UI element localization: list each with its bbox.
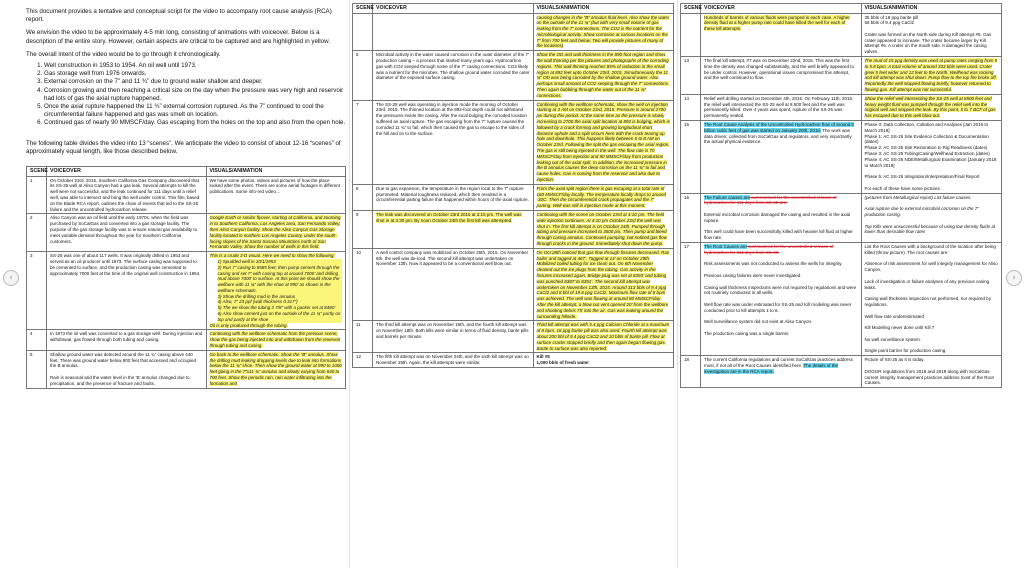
scene-number-cell [681, 242, 701, 355]
visuals-cell [861, 356, 1002, 388]
visuals-step: 4) Also, 7” 23 ppf (wall thickness 0.317”) [218, 299, 343, 305]
scene-number: 14 [684, 95, 690, 101]
voiceover-cell [47, 252, 207, 330]
visuals-text: List the Root Causes with a background of the location after being killed (throw picture). The root causes are: Absence of risk assessment for well integrity management for Aliso Canyon. Lack of investigation or failure analyses of any previous casing leaks. Casing wall thickness inspection not performed, nor required by regulations. Well flow-rate underestimated Kill Modeling never done until Kill 7 No well surveillance system. Single point barrier for production casing. [864, 243, 998, 354]
scene-number-cell [353, 184, 373, 210]
document-page-2 [352, 3, 674, 565]
visuals-cell [533, 211, 674, 249]
scene-column-header: SCENE [681, 4, 701, 14]
voiceover-cell [373, 248, 534, 321]
chronology-item: 5. Once the axial rupture happened the 11 ¾” external corrosion ruptured. As the 7” continued to cool the circumferential failure happened and gas was smelt on location. [44, 103, 346, 119]
voiceover-text: SS-25 was one of about 117 wells. It was originally drilled in 1953 and served as an oil producer until 1973. The surface casing was supposed to be cemented to surface, and the production casing was cemented to approximately 7000 feet at the time of the original well construction in 1954. [50, 253, 201, 276]
voiceover-text: The fifth kill attempt was on November 24th, and the sixth kill attempt was on November 25th. Again, the kill attempts were similar. [376, 354, 529, 366]
visuals-text: Google Earth or similar flyover, starting at California, and zooming in to Southern California, Los Angeles area, San Fernando Valley, then Aliso Canyon facility. Show the Aliso Canyon Gas Storage facility located in northern Los Angeles County, under the south-facing slopes of the Santa Susana Mountains north of San Fernando Valley. Show the number of wells in this field. [209, 215, 341, 250]
visuals-cell [206, 350, 346, 388]
scene-number: 1 [30, 177, 33, 183]
visuals-text: This is a crude 3-D visual. Here we need to show the following: [209, 253, 335, 259]
voiceover-text: On October 23rd, 2015, Southern California Gas Company discovered that its SS-25 well at Aliso Canyon had a gas leak. Several attempts to kill the well were not successful, and the leak continued for 111 days until a relief well, was able to intersect and bring the well under control. This film, based on the Blade RCA report, outlines the chain of events that led to the SS-25 failure and the uncontrolled hydrocarbon release. [50, 177, 200, 212]
visuals-cell [533, 321, 674, 353]
scene-number: 18 [684, 357, 690, 363]
voiceover-column-header: VOICEOVER [701, 4, 862, 14]
scene-number-cell [681, 57, 701, 95]
voiceover-cell [373, 353, 534, 368]
table-row [681, 94, 1002, 120]
scene-number: 6 [356, 52, 359, 58]
voiceover-cell [701, 242, 862, 355]
table-row [27, 176, 346, 214]
visuals-text: The mud of 15 ppg density was used at pump rates ranging from 5 to 5.8 bpm. A total volume of around 333 bbls were used. Crater grew 5 feet wider and 12 feet to the North. Wellhead was rocking and kill attempt was shut down. Pump flow to the top fire broke off. Reportedly the well stopped flowing briefly, however returned to flowing gas. Kill attempt was not successful. [864, 58, 998, 93]
scene-number-cell [353, 353, 373, 368]
visuals-cell [533, 248, 674, 321]
chronology-item: 2. Gas storage well from 1976 onwards. [44, 70, 346, 78]
visuals-cell [533, 51, 674, 100]
visuals-text: Show the OD and wall thickness in the 890-foot region and show the wall thinning per the pictures and photographs of the corroding regions. This wall thinning reaches 85% of reduction in the small region at 892 feet upto October 23rd, 2015. Simultaneously the 11 ¾” OD was being corroded by the shallow ground water. Also perhaps small amount of CO2 seeping through the 7” connections. Then again bubbling through the water out of the 11 ¾” connections. [536, 52, 670, 98]
voiceover-cell [701, 193, 862, 242]
voiceover-text: The third kill attempt was on November 15th, and the fourth kill attempt was on November 18th. Both kills were similar in terms of fluid density, barite pills and barrels per minute. [376, 322, 529, 339]
visuals-step: 3) Show the drilling mud in the annulus [218, 294, 343, 300]
visuals-step: 2) Run 7” casing to 8585 feet; then pump cement through the casing and set 7” with casing top at around 7000’ and drilling mud above 7000’ to surface. At this point we should show the wellbore with 11 ¾” with the shoe at 990’ as shown in the wellbore schematic. [218, 265, 343, 294]
voiceover-text: Risk assessments was not conducted to assess the wells for integrity. Previous casing failures were never investigated. Casing wall thickness inspections were not required by regulations and were not routinely conducted in all wells. Well flow rate was under estimated for SS-25 and Kill modeling was never conducted prior to kill attempts 1 to 6. Well surveillance system did not exist at Aliso Canyon. The production casing was a single barrier. [704, 261, 857, 336]
table-row [681, 356, 1002, 388]
visuals-step: 6) Also show cement just on the outside of the 11 ¾” partly on top and partly at the shoe [217, 311, 341, 322]
visuals-cell [533, 353, 674, 368]
table-row [353, 100, 674, 184]
voiceover-column-header: VOICEOVER [373, 4, 534, 14]
next-page-arrow-icon[interactable]: › [1006, 270, 1022, 286]
visuals-cell [861, 57, 1002, 95]
scene-number: 11 [356, 322, 361, 328]
scene-number-cell [27, 214, 47, 252]
voiceover-cell [47, 350, 207, 388]
voiceover-cell [373, 100, 534, 184]
visuals-cell [861, 242, 1002, 355]
visuals-column-header: VISUALS/ANIMATION [206, 167, 346, 177]
table-row [681, 121, 1002, 194]
voiceover-text: In 1973 the oil well was converted to a gas storage well. During injection and withdrawal, gas flowed through both tubing and casing. [50, 331, 203, 343]
voiceover-text: The work was data driven; collected from SoCalGas and regulators, and very importantly the actual physical evidence. [704, 127, 852, 145]
voiceover-text: Microbial activity in the water caused corrosion in the outer diameter of the 7” production casing – a process that started many years ago. Hydrocarbon gas with CO2 seeped through some of the 7” casing connections. CO2 likely was a nutrient for the microbes. The shallow ground water corroded the outer diameter of the exposed surface casing. [376, 52, 530, 81]
voiceover-text: The Root Causes are [704, 243, 747, 249]
scene-number: 8 [356, 185, 359, 191]
voiceover-cell [701, 94, 862, 120]
table-row [681, 57, 1002, 95]
scene-number-cell [681, 193, 701, 242]
voiceover-text: Aliso Canyon was an oil field until the early 1970s, when the field was purchased by SoCalGas and converted into a gas storage facility. The purpose of the gas storage facility was to ensure natural gas availability to meet variable demand throughout the year for Southern California customers. [50, 215, 198, 244]
intro-paragraph: The following table divides the video into 13 “scenes”. We anticipate the video to consist of about 12-16 “scenes” of approximately equal length, like those described below. [26, 139, 341, 155]
voiceover-text: The current California regulations and current SoCalGas practices address most, if not all of the Root Causes identified here. [704, 357, 853, 368]
chronology-list [26, 62, 346, 128]
visuals-text: Go back to the wellbore schematic. Show the “B” annulus. Show the drilling mud leaking dropping levels due to leak into formations below the 11 ¾” shoe. Then show the ground water at 990 to 1000 feet going in the 7”x11 ¾” annulus and slowly varying from 640 to 700 feet. Show the periodic rain, rain water infiltrating into the formation and [209, 351, 342, 386]
visuals-cell [533, 184, 674, 210]
voiceover-text: The final kill attempt, #7 was on December 22nd, 2015. This was the first time the density was changed substantially, and the well briefly appeared to be under control. However, operational issues compromised this attempt, and the well continued to flow. [704, 58, 855, 81]
voiceover-cell [373, 184, 534, 210]
scene-number-cell [353, 248, 373, 321]
visuals-text: Continuing with the wellbore schematic, show the well on injection starting at 3 AM on October 23rd, 2015. Pressure is around 2700 psi during this period. At the same time as the pressure is slowly increasing to 2700 the axial split location at 892 is bulging, which is followed by a crack forming and growing longitudinal short distance uphole and a split occurs here with the crack tearing up hole and downhole. This happens likely between 5 to 8 AM on October 23rd. Following the split the gas escaping the axial region. The gas is still being injected in the well. The flow rate is 70 MMSCF/day from injection and 90 MMSCF/day from production leaking out of the axial split. In addition, the increased pressure in the B annulus causes the deep corrosion on the 11 ¾” to fail and cause holes. Gas is coming from the reservoir and also due to injection. [536, 101, 670, 183]
scene-number: 2 [30, 215, 33, 221]
visuals-cell [206, 176, 346, 214]
intro-paragraph: The overall intent of the video would be to go through it chronologically. [26, 50, 221, 58]
scene-number: 4 [30, 331, 33, 337]
scene-number: 12 [356, 354, 362, 360]
table-row [27, 330, 346, 350]
voiceover-text: summarized for the uncontrolled release of hydrocarbon for 111 days from SS-25 are: [704, 194, 837, 206]
voiceover-text: summarized for the uncontrolled release of hydrocarbon for 111 days from SS-25. [704, 243, 834, 255]
visuals-cell [861, 13, 1002, 57]
script-table [352, 3, 674, 368]
table-row [681, 13, 1002, 57]
voiceover-cell [47, 330, 207, 350]
voiceover-cell [47, 214, 207, 252]
visuals-text: We have some photos, videos and pictures of how the place looked after the event. There are some aerial footages in different publications. Some info-red video… [209, 177, 340, 195]
visuals-text: (pictures from Metallurgical report) List failure causes: Axial rupture due to external microbial corrosion on the 7” production casing. Top Kills were unsuccessful because of using low density fluids at lower than desirable flow rates [864, 194, 996, 235]
intro-section [26, 8, 346, 156]
scene-number-cell [27, 330, 47, 350]
scene-number: 17 [684, 243, 690, 249]
voiceover-cell [701, 121, 862, 194]
voiceover-text: Due to gas expansion, the temperature in the region local to the 7” rupture plummeted. Material toughness reduced, which then resulted in a circumferential parting failure that happened within hours of the axial rupture. [376, 185, 529, 203]
page-divider [677, 0, 678, 568]
scene-number: 10 [356, 249, 362, 255]
scene-number-cell [353, 211, 373, 249]
visuals-cell [533, 13, 674, 51]
table-row [353, 211, 674, 249]
scene-number: 5 [30, 351, 33, 357]
visuals-cell [206, 252, 346, 330]
scene-number-cell [353, 321, 373, 353]
scene-number: 15 [684, 122, 690, 128]
table-row [681, 193, 1002, 242]
visuals-text: Show the relief well intersecting the SS-25 well at 8500 feet and heavy weight fluid was pumped through the relief well into the original well and stopped the leak. By this point, 5 to 7 BCF of gas has escaped due to this well blow out. [864, 95, 996, 119]
visuals-text: Continuing with the scene on October 23rd at 4:10 pm. The field wide injection continues. At 4:10 pm October 23rd the well was shut in. The first kill attempt is on October 24th. Pumped through tubing and pressure increased to 3500 psi. Then pump and bleed through casing annulus. Continued pumping, but noticed gas flow through cracks in the ground. Immediately shut down the pump. [536, 212, 667, 246]
voiceover-cell [373, 13, 534, 51]
voiceover-cell [701, 13, 862, 57]
scene-number: 7 [356, 101, 359, 107]
voiceover-text: The Root Cause Analysis of the Uncontrolled Hydrocarbon flow of around 5 billion cubic feet of gas was started on January 20th, 2016. [704, 122, 854, 133]
visuals-text: Continuing with the wellbore schematic from the previous scene, show the gas being injected into and withdrawn from the reservoir through tubing and casing. [209, 331, 341, 349]
visuals-text: Third kill attempt was with 5.4 ppg Calcium Chloride at a maximum of 8 bpm. 16 ppg barite pill was also used. Fourth kill attempt was about 200 bbl of 9.4 ppg CaCl2 and 10 bbls of barite pill. Flow at surface cracks stopped briefly and then again began flowing gas. Barite to surface was also reported. [536, 322, 670, 351]
visuals-step: 1) Spudded well in 10/1/1953 [218, 259, 343, 265]
voiceover-text: External microbial corrosion damaged the casing and resulted in the axial rupture. This well could have been successfully killed with heavier kill fluid at higher flow rate. [704, 212, 853, 241]
table-row [353, 13, 674, 51]
previous-page-arrow-icon[interactable]: ‹ [3, 270, 19, 286]
scene-column-header: SCENE [353, 4, 373, 14]
table-row [27, 350, 346, 388]
scene-number-cell [681, 121, 701, 194]
visuals-cell [533, 100, 674, 184]
scene-number-cell [353, 100, 373, 184]
table-row [353, 353, 674, 368]
chronology-item: 4. Corrosion growing and then reaching a critical size on the day when the pressure was very high and reservoir had lots of gas the axial rupture happened. [44, 87, 346, 103]
scene-number-cell [353, 51, 373, 100]
intro-paragraph: We envision the video to be approximately 4-5 min long, consisting of animations with voiceover. Below is a description of the entire story. However, certain aspects are critical to be captured and are highlighted in yellow. [26, 29, 330, 45]
visuals-text: causing changes in the “B” annulus fluid level. Also show the water on the outside of the 11 ¾” (but with very small volume of gas leaking from the 7” connections. The CO2 is the nutrient for the microbiological activity. Show corrosion at various locations on the 7” from 700 feet and below. Two will provide pictures of many of the locations) [536, 14, 670, 49]
scene-number-cell [681, 356, 701, 388]
document-page-1 [26, 3, 346, 565]
scene-number-cell [681, 94, 701, 120]
scene-number-cell [353, 13, 373, 51]
visuals-column-header: VISUALS/ANIMATION [533, 4, 674, 14]
visuals-text: 35 bbls of 18 ppg barite pill 56 bbls of 9.4 ppg CaCl2 Crater was formed on the North side during Kill attempt #5. Gas crater appeared to increase. The crater became larger by Kill attempt #6. A crater on the South side. It damaged the casing valves. [864, 14, 992, 55]
chronology-item: 1. Well construction in 1953 to 1954. An oil well until 1973. [44, 62, 346, 70]
visuals-step: 5) The we show the tubing 2 7/8” with a packer set at 8480’ [218, 305, 343, 311]
chronology-item: 3. External corrosion on the 7” and 11 ¾” due to ground water shallow and deeper. [44, 78, 346, 86]
visuals-cell [861, 121, 1002, 194]
voiceover-text: The details of the investigation are in the RCA report. [704, 362, 839, 374]
scene-number: 3 [30, 253, 33, 259]
table-row [353, 51, 674, 100]
voiceover-text: Relief well drilling started on December 4th, 2015. On February 11th, 2016, the relief well intersected the SS-25 well at 8,500 feet and the well was permanently killed. Over 4 years was spent, rupture of the SS-25 was permanently sealed. [704, 95, 854, 119]
visuals-step-list [210, 259, 343, 323]
voiceover-text: The SS-25 well was operating in injection mode the morning of October 23rd, 2015. The thinned location at the 892-foot depth could not withstand the pressures inside the casing. After the local bulging the corroded location suffered an axial rupture. The gas escaping from the 7” rupture caused the corroded 11 ¾” to fail, which then caused the gas to escape to the sides of the hill and on to the surface. [376, 101, 527, 136]
voiceover-text: The Failure causes are [704, 194, 751, 200]
visuals-text: Kill #5 1,000 bbls of fresh water [536, 354, 590, 366]
table-row [27, 252, 346, 330]
voiceover-text: Shallow ground water was detected around the 11 ¾” casing above 440 feet. There was ground water below 900 feet that accessed and occupied the B annulus. Rain is seasonal and the water level in the ‘B’ annulus changed due to precipitation, and the presence of fracture and faults. [50, 351, 197, 386]
chronology-item: 6. Continued gas of nearly 90 MMSCF/day. Gas escaping from the holes on the top and also from the open hole. [44, 119, 346, 127]
voiceover-cell [701, 57, 862, 95]
voiceover-column-header: VOICEOVER [47, 167, 207, 177]
scene-column-header: SCENE [27, 167, 47, 177]
visuals-cell [206, 214, 346, 252]
table-row [353, 248, 674, 321]
visuals-cell [861, 94, 1002, 120]
table-row [353, 184, 674, 210]
scene-number-cell [27, 252, 47, 330]
scene-number: 13 [684, 58, 690, 64]
voiceover-cell [373, 211, 534, 249]
visuals-text: On Oct 28th noticed that gas flow through fissures decreased. Ran bailer and tagged at 467’. Tagged at 14’ on October 29th. Mobilized coiled tubing for ice clean out. On 6th November cleaned out the ice plugs from the tubing. Gas activity in the fissures increased again. Bridge plug was set at 8393’ and tubing was punched 8387’ to 8391’. The second kill attempt was undertaken on November 13th, 2015. Around 313 bbls of 9.4 ppg CaCl2 and 8 bbl of 19.8 ppg CaCl2. Maximum flow rate of 8 bpm was achieved. The well was flowing at around 80 MMSCF/day. After the kill attempt, a blow out vent opened 20’ from the wellbore and shooting debris 75’ into the air. Gas was leaking around the surrounding hillside. [536, 249, 670, 319]
visuals-text: Picture of SS-25 as it is today. DOGGR regulations from 2018 and 2019 along with SoCalGas current integrity management practices address most of the Root Causes. [864, 357, 994, 386]
table-row [353, 321, 674, 353]
intro-paragraph: This document provides a tentative and conceptual script for the video to accompany root cause analysis (RCA) report. [26, 8, 332, 24]
voiceover-cell [47, 176, 207, 214]
voiceover-cell [373, 321, 534, 353]
visuals-text: Oil is only produced through the tubing. [209, 322, 288, 328]
table-row [681, 242, 1002, 355]
scene-number-cell [27, 176, 47, 214]
visuals-cell [206, 330, 346, 350]
voiceover-cell [373, 51, 534, 100]
voiceover-cell [701, 356, 862, 388]
visuals-column-header: VISUALS/ANIMATION [861, 4, 1002, 14]
script-table [680, 3, 1002, 388]
visuals-text: From the axial split region there is gas escaping at a total rate of 160 MMSCF/day locally. The temperature locally drops to around -30C. Then the circumferential crack propagates and the 7” parting. Well was still in injection mode at this moment. [536, 185, 666, 209]
script-table [26, 166, 346, 389]
scene-number-cell [27, 350, 47, 388]
voiceover-text: A well control company was mobilized on October 25th, 2015. On November 6th, the well was de-iced. The second kill attempt was undertaken on November 13th. Now it appeared to be a conventional well blow out. [376, 249, 529, 267]
scene-number: 9 [356, 212, 359, 217]
page-divider [349, 0, 350, 568]
scene-number-cell [681, 13, 701, 57]
table-row [27, 214, 346, 252]
scene-number: 16 [684, 194, 690, 200]
voiceover-text: Hundreds of barrels of various fluids were pumped in each case. A higher density fluid at a higher pump rate could have killed the well for each of these kill attempts. [704, 14, 850, 32]
document-page-3 [680, 3, 1002, 565]
visuals-text: Phase 0: Data Collection, Collation and Analyses [Jan 2016 to March 2019] Phase 1: AC SS-25 Site Evidence Collection & Documentation (dates) Phase 2: AC SS-25 Site Restoration to Rig Readiness (dates) Phase 3: AC SS-25 Tubing/Casing/Wellhead Extraction (dates) Phase 4: AC SS-25 NDE/Metallurgical Examination [January 2018 to March 2019] Phase 5: AC SS-25 Integration/Interpretation/Final Report For each of these have some pictures. [864, 122, 997, 191]
voiceover-text: The leak was discovered on October 23rd 2015 at 3:15 pm. The well was shut in at 3:30 pm. By noon October 24th the first kill was attempted. [376, 212, 522, 223]
visuals-cell [861, 193, 1002, 242]
